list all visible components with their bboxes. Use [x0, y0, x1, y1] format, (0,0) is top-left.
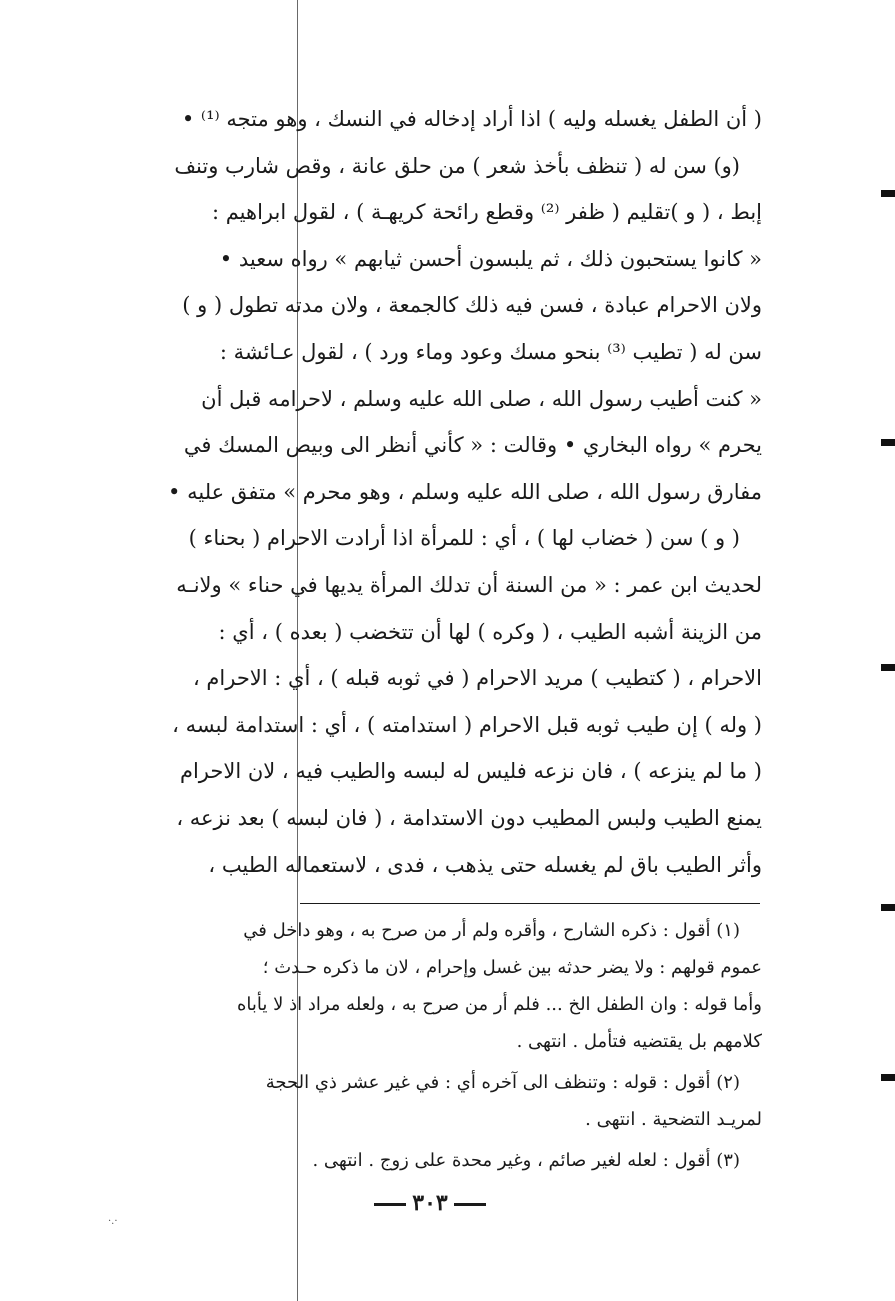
- edge-tab-mark: [881, 190, 895, 197]
- text-line: ( أن الطفل يغسله وليه ) اذا أراد إدخاله في النسك ، وهو متجه ⁽¹⁾ •: [181, 107, 762, 131]
- edge-tab-mark: [881, 1074, 895, 1081]
- footnote-line: كلامهم بل يقتضيه فتأمل . انتهى .: [516, 1031, 762, 1052]
- footnote-line: وأما قوله : وان الطفل الخ ... فلم أر من صرح به ، ولعله مراد اذ لا يأباه: [236, 994, 762, 1015]
- text-line: إبط ، ( و )تقليم ( ظفر ⁽²⁾ وقطع رائحة كريهـة ) ، لقول ابراهيم :: [211, 200, 762, 225]
- dash-decoration: [374, 1203, 406, 1206]
- page-number-value: ٣٠٣: [412, 1190, 448, 1216]
- footnote-line: عموم قولهم : ولا يضر حدثه بين غسل وإحرام ، لان ما ذكره حـدث ؛: [262, 957, 762, 978]
- text-line: مفارق رسول الله ، صلى الله عليه وسلم ، وهو محرم » متفق عليه •: [168, 479, 762, 504]
- text-line: ( وله ) إن طيب ثوبه قبل الاحرام ( استدامته ) ، أي : استدامة لبسه ،: [172, 712, 762, 737]
- text-line: « كنت أطيب رسول الله ، صلى الله عليه وسلم ، لاحرامه قبل أن: [201, 386, 762, 411]
- footnote-line: (٢) أقول : قوله : وتنظف الى آخره أي : في غير عشر ذي الحجة: [265, 1072, 740, 1093]
- text-line: من الزينة أشبه الطيب ، ( وكره ) لها أن تتخضب ( بعده ) ، أي :: [218, 619, 762, 644]
- footnote-line: لمريـد التضحية . انتهى .: [585, 1109, 762, 1130]
- edge-tab-mark: [881, 904, 895, 911]
- text-line: وأثر الطيب باق لم يغسله حتى يذهب ، فدى ، لاستعماله الطيب ،: [208, 852, 762, 877]
- text-line: الاحرام ، ( كتطيب ) مريد الاحرام ( في ثوبه قبله ) ، أي : الاحرام ،: [192, 666, 762, 691]
- text-line: ولان الاحرام عبادة ، فسن فيه ذلك كالجمعة ، ولان مدته تطول ( و ): [182, 293, 762, 318]
- text-line: « كانوا يستحبون ذلك ، ثم يلبسون أحسن ثيابهم » رواه سعيد •: [219, 246, 762, 271]
- text-line: ( و ) سن ( خضاب لها ) ، أي : للمرأة اذا أرادت الاحرام ( بحناء ): [188, 526, 740, 551]
- text-line: لحديث ابن عمر : « من السنة أن تدلك المرأة يديها في حناء » ولانـه: [176, 572, 762, 597]
- edge-tab-mark: [881, 439, 895, 446]
- page-number: [0, 1190, 860, 1216]
- footnote-separator: [300, 903, 760, 904]
- text-line: (و) سن له ( تنظف بأخذ شعر ) من حلق عانة ، وقص شارب وتنف: [174, 153, 740, 178]
- main-text: [122, 96, 762, 888]
- scan-speck: ·.·: [108, 1216, 118, 1227]
- footnote-line: (٣) أقول : لعله لغير صائم ، وغير محدة على زوج . انتهى .: [312, 1150, 740, 1171]
- text-line: يحرم » رواه البخاري • وقالت : « كأني أنظر الى وبيص المسك في: [183, 433, 762, 458]
- footnote-line: (١) أقول : ذكره الشارح ، وأقره ولم أر من صرح به ، وهو داخل في: [243, 920, 740, 941]
- text-line: يمنع الطيب ولبس المطيب دون الاستدامة ، ( فان لبسه ) بعد نزعه ،: [176, 805, 762, 830]
- footnotes: [118, 912, 762, 1179]
- dash-decoration: [454, 1203, 486, 1206]
- edge-tab-mark: [881, 664, 895, 671]
- text-line: سن له ( تطيب ⁽³⁾ بنحو مسك وعود وماء ورد ) ، لقول عـائشة :: [219, 339, 762, 364]
- text-line: ( ما لم ينزعه ) ، فان نزعه فليس له لبسه والطيب فيه ، لان الاحرام: [179, 759, 762, 784]
